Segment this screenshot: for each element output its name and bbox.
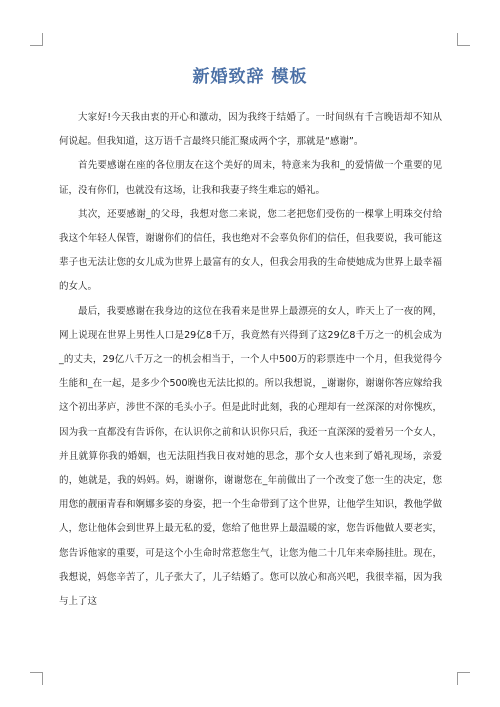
page-corner-mark-top-right bbox=[457, 33, 470, 46]
paragraph-greeting: 大家好!今天我由衷的开心和激动，因为我终于结婚了。一时间纵有千言晚语却不知从何说起。但我知道，这万语千言最终只能汇聚成两个字，那就是“感谢”。 bbox=[59, 112, 442, 148]
paragraph-thank-parents: 其次，还要感谢_的父母，我想对您二来说，您二老把您们受伤的一棵掌上明珠交付给我这个年轻人保管，谢谢你们的信任，我也绝对不会辜负你们的信任，但我要说，我可能这辈子也无法让您的女儿成为世界上最富有的女人，但我会用我的生命使她成为世界上最幸福的女人。 bbox=[59, 208, 442, 293]
paragraph-thank-guests: 首先要感谢在座的各位朋友在这个美好的周末，特意来为我和_的爱情做一个重要的见证，没有你们，也就没有这场，让我和我妻子终生难忘的婚礼。 bbox=[59, 160, 442, 196]
document-body bbox=[59, 106, 442, 614]
document-title: 新婚致辞 模板 bbox=[192, 67, 308, 87]
paragraph-thank-bride-and-mother: 最后，我要感谢在我身边的这位在我看来是世界上最漂亮的女人，昨天上了一夜的网，网上说现在世界上男性人口是29亿8千万，我竟然有兴得到了这29亿8千万之一的机会成为_的丈夫，29亿八千万之一的机会相当于，一个人中500万的彩票连中一个月，但我觉得今生能和_在一起，是多少个500晚也无法比拟的。所以我想说，_谢谢你，谢谢你答应嫁给我这个初出茅庐，涉世不深的毛头小子。但是此时此刻，我的心理却有一丝深深的对你愧疚，因为我一直都没有告诉你，在认识你之前和认识你只后，我还一直深深的爱着另一个女人，并且就算你我的婚姻，也无法阻挡我日夜对她的思念，那个女人也来到了婚礼现场，亲爱的，她就是，我的妈妈。妈，谢谢你，谢谢您在_年前做出了一个改变了您一生的决定，您用您的靓丽青春和婀娜多姿的身姿，把一个生命带到了这个世界，让他学生知识，教他学做人，您让他体会到世界上最无私的爱，您给了他世界上最温暖的家，您告诉他做人要老实，您告诉他家的重要，可是这个小生命时常惹您生气，让您为他二十几年来牵肠挂肚。现在，我想说，妈您辛苦了，儿子张大了，儿子结婚了。您可以放心和高兴吧，我很幸福，因为我与上了这 bbox=[59, 305, 442, 608]
page-corner-mark-top-left bbox=[30, 33, 43, 46]
page-corner-mark-bottom-right bbox=[457, 672, 470, 685]
page-corner-mark-bottom-left bbox=[30, 672, 43, 685]
